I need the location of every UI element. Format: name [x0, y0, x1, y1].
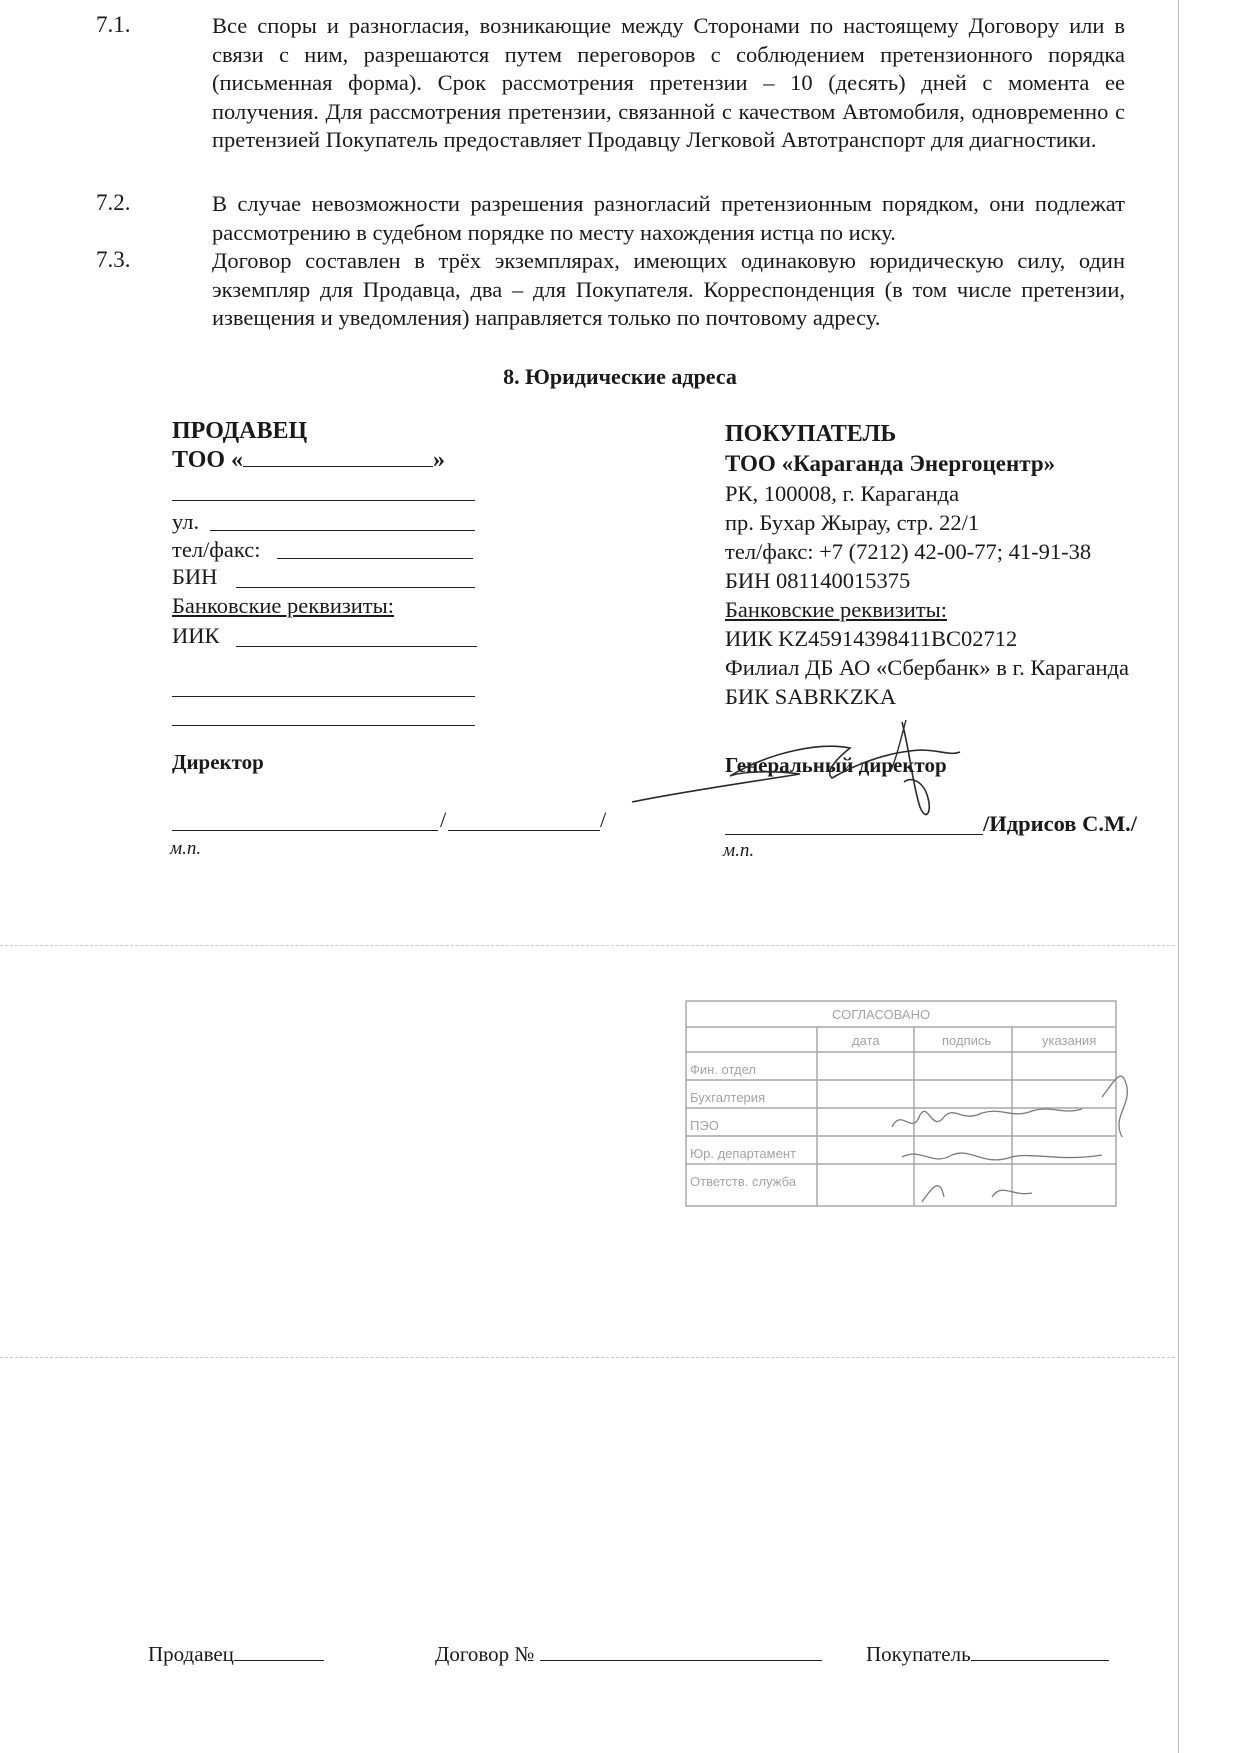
clause-text: Все споры и разногласия, возникающие между Сторонами по настоящему Договору или в связи с ним, разрешаются путем переговоров с соблюдением претензионного порядка (письменная форма). Срок рассмотрения претензии – 10 (десять) дней с момента ее получения. Для рассмотрения претензии, связанной с качеством Автомобиля, одновременно с претензией Покупатель предоставляет Продавцу Легковой Автотранспорт для диагностики.: [212, 13, 1125, 152]
seller-bin: [172, 563, 217, 591]
buyer-phone: тел/факс: +7 (7212) 42-00-77; 41-91-38: [725, 539, 1092, 564]
seller-stamp-place: м.п.: [170, 838, 202, 859]
seller-company-prefix: ТОО «: [172, 447, 244, 473]
stamp-row-label: Юр. департамент: [690, 1146, 796, 1161]
buyer-signer-name: /Идрисов С.М./: [983, 811, 1138, 836]
clause-text: В случае невозможности разрешения разногласий претензионным порядком, они подлежат рассмотрению в судебном порядке по месту нахождения истца по иску.: [212, 191, 1125, 245]
seller-heading: ПРОДАВЕЦ: [172, 418, 308, 444]
footer-contract: [435, 1640, 822, 1667]
seller-sign-slash-2: /: [600, 807, 607, 832]
buyer-bin: БИН 081140015375: [725, 568, 911, 593]
footer-contract-label: Договор №: [435, 1642, 535, 1666]
clause-number: 7.1.: [96, 12, 131, 37]
footer-contract-blank: [540, 1640, 822, 1661]
seller-sign-slash-1: /: [440, 807, 447, 832]
fold-line-upper: [0, 945, 1175, 946]
seller-extra-line-1: [172, 696, 475, 697]
clause-number: 7.3.: [96, 247, 131, 272]
seller-extra-line-2: [172, 725, 475, 726]
director-signature-image: [620, 712, 1000, 832]
seller-bank-label: Банковские реквизиты:: [172, 593, 395, 618]
buyer-bik: БИК SABRKZKA: [725, 684, 897, 709]
stamp-column-header: дата: [852, 1033, 880, 1048]
buyer-director-label: Генеральный директор: [725, 753, 947, 777]
stamp-row-label: ПЭО: [690, 1118, 719, 1133]
seller-company: [172, 446, 445, 474]
stamp-column-header: указания: [1042, 1033, 1097, 1048]
buyer-signature-line: [725, 834, 983, 835]
buyer-address-line-1: РК, 100008, г. Караганда: [725, 481, 960, 506]
footer-buyer: [866, 1640, 1109, 1667]
footer-seller: [148, 1640, 324, 1667]
buyer-bank-name: Филиал ДБ АО «Сбербанк» в г. Караганда: [725, 655, 1130, 680]
seller-iik: [172, 622, 220, 650]
clause-text: Договор составлен в трёх экземплярах, имеющих одинаковую юридическую силу, один экземпляр для Продавца, два – для Покупателя. Корреспонденция (в том числе претензии, извещения и уведомления) направляется только по почтовому адресу.: [212, 248, 1125, 330]
seller-iik-line: [236, 646, 477, 647]
seller-name-line: [172, 500, 475, 501]
section-title: 8. Юридические адреса: [503, 364, 737, 389]
seller-bin-label: БИН: [172, 564, 218, 589]
seller-director-label: Директор: [172, 750, 264, 774]
seller-phone: [172, 536, 260, 564]
buyer-stamp-place: м.п.: [723, 840, 755, 861]
buyer-heading: ПОКУПАТЕЛЬ: [725, 421, 897, 447]
seller-company-suffix: »: [433, 447, 446, 473]
footer-seller-blank: [234, 1640, 324, 1661]
stamp-column-header: подпись: [942, 1033, 992, 1048]
buyer-company: ТОО «Караганда Энергоцентр»: [725, 451, 1056, 476]
fold-line-lower: [0, 1357, 1175, 1358]
approval-stamp: [682, 997, 1132, 1212]
seller-block: [170, 0, 607, 900]
buyer-bank-label: Банковские реквизиты:: [725, 597, 948, 622]
footer-buyer-label: Покупатель: [866, 1642, 971, 1666]
seller-phone-line: [277, 558, 473, 559]
stamp-row-label: Фин. отдел: [690, 1062, 756, 1077]
footer-buyer-blank: [971, 1640, 1109, 1661]
seller-signature-line: [172, 830, 438, 831]
seller-name-sign-line: [448, 830, 600, 831]
stamp-row-label: Ответств. служба: [690, 1174, 796, 1189]
clause-number: 7.2.: [96, 190, 131, 215]
seller-street: [172, 508, 199, 536]
seller-company-blank: [243, 446, 433, 467]
footer-seller-label: Продавец: [148, 1642, 234, 1666]
buyer-address-line-2: пр. Бухар Жырау, стр. 22/1: [725, 510, 980, 535]
stamp-title: СОГЛАСОВАНО: [832, 1007, 931, 1022]
stamp-row-label: Бухгалтерия: [690, 1090, 766, 1105]
seller-bin-line: [236, 587, 475, 588]
buyer-iik: ИИК KZ45914398411BC02712: [725, 626, 1018, 651]
seller-street-label: ул.: [172, 509, 200, 534]
seller-iik-label: ИИК: [172, 623, 220, 648]
seller-street-line: [210, 530, 475, 531]
seller-phone-label: тел/факс:: [172, 537, 261, 562]
